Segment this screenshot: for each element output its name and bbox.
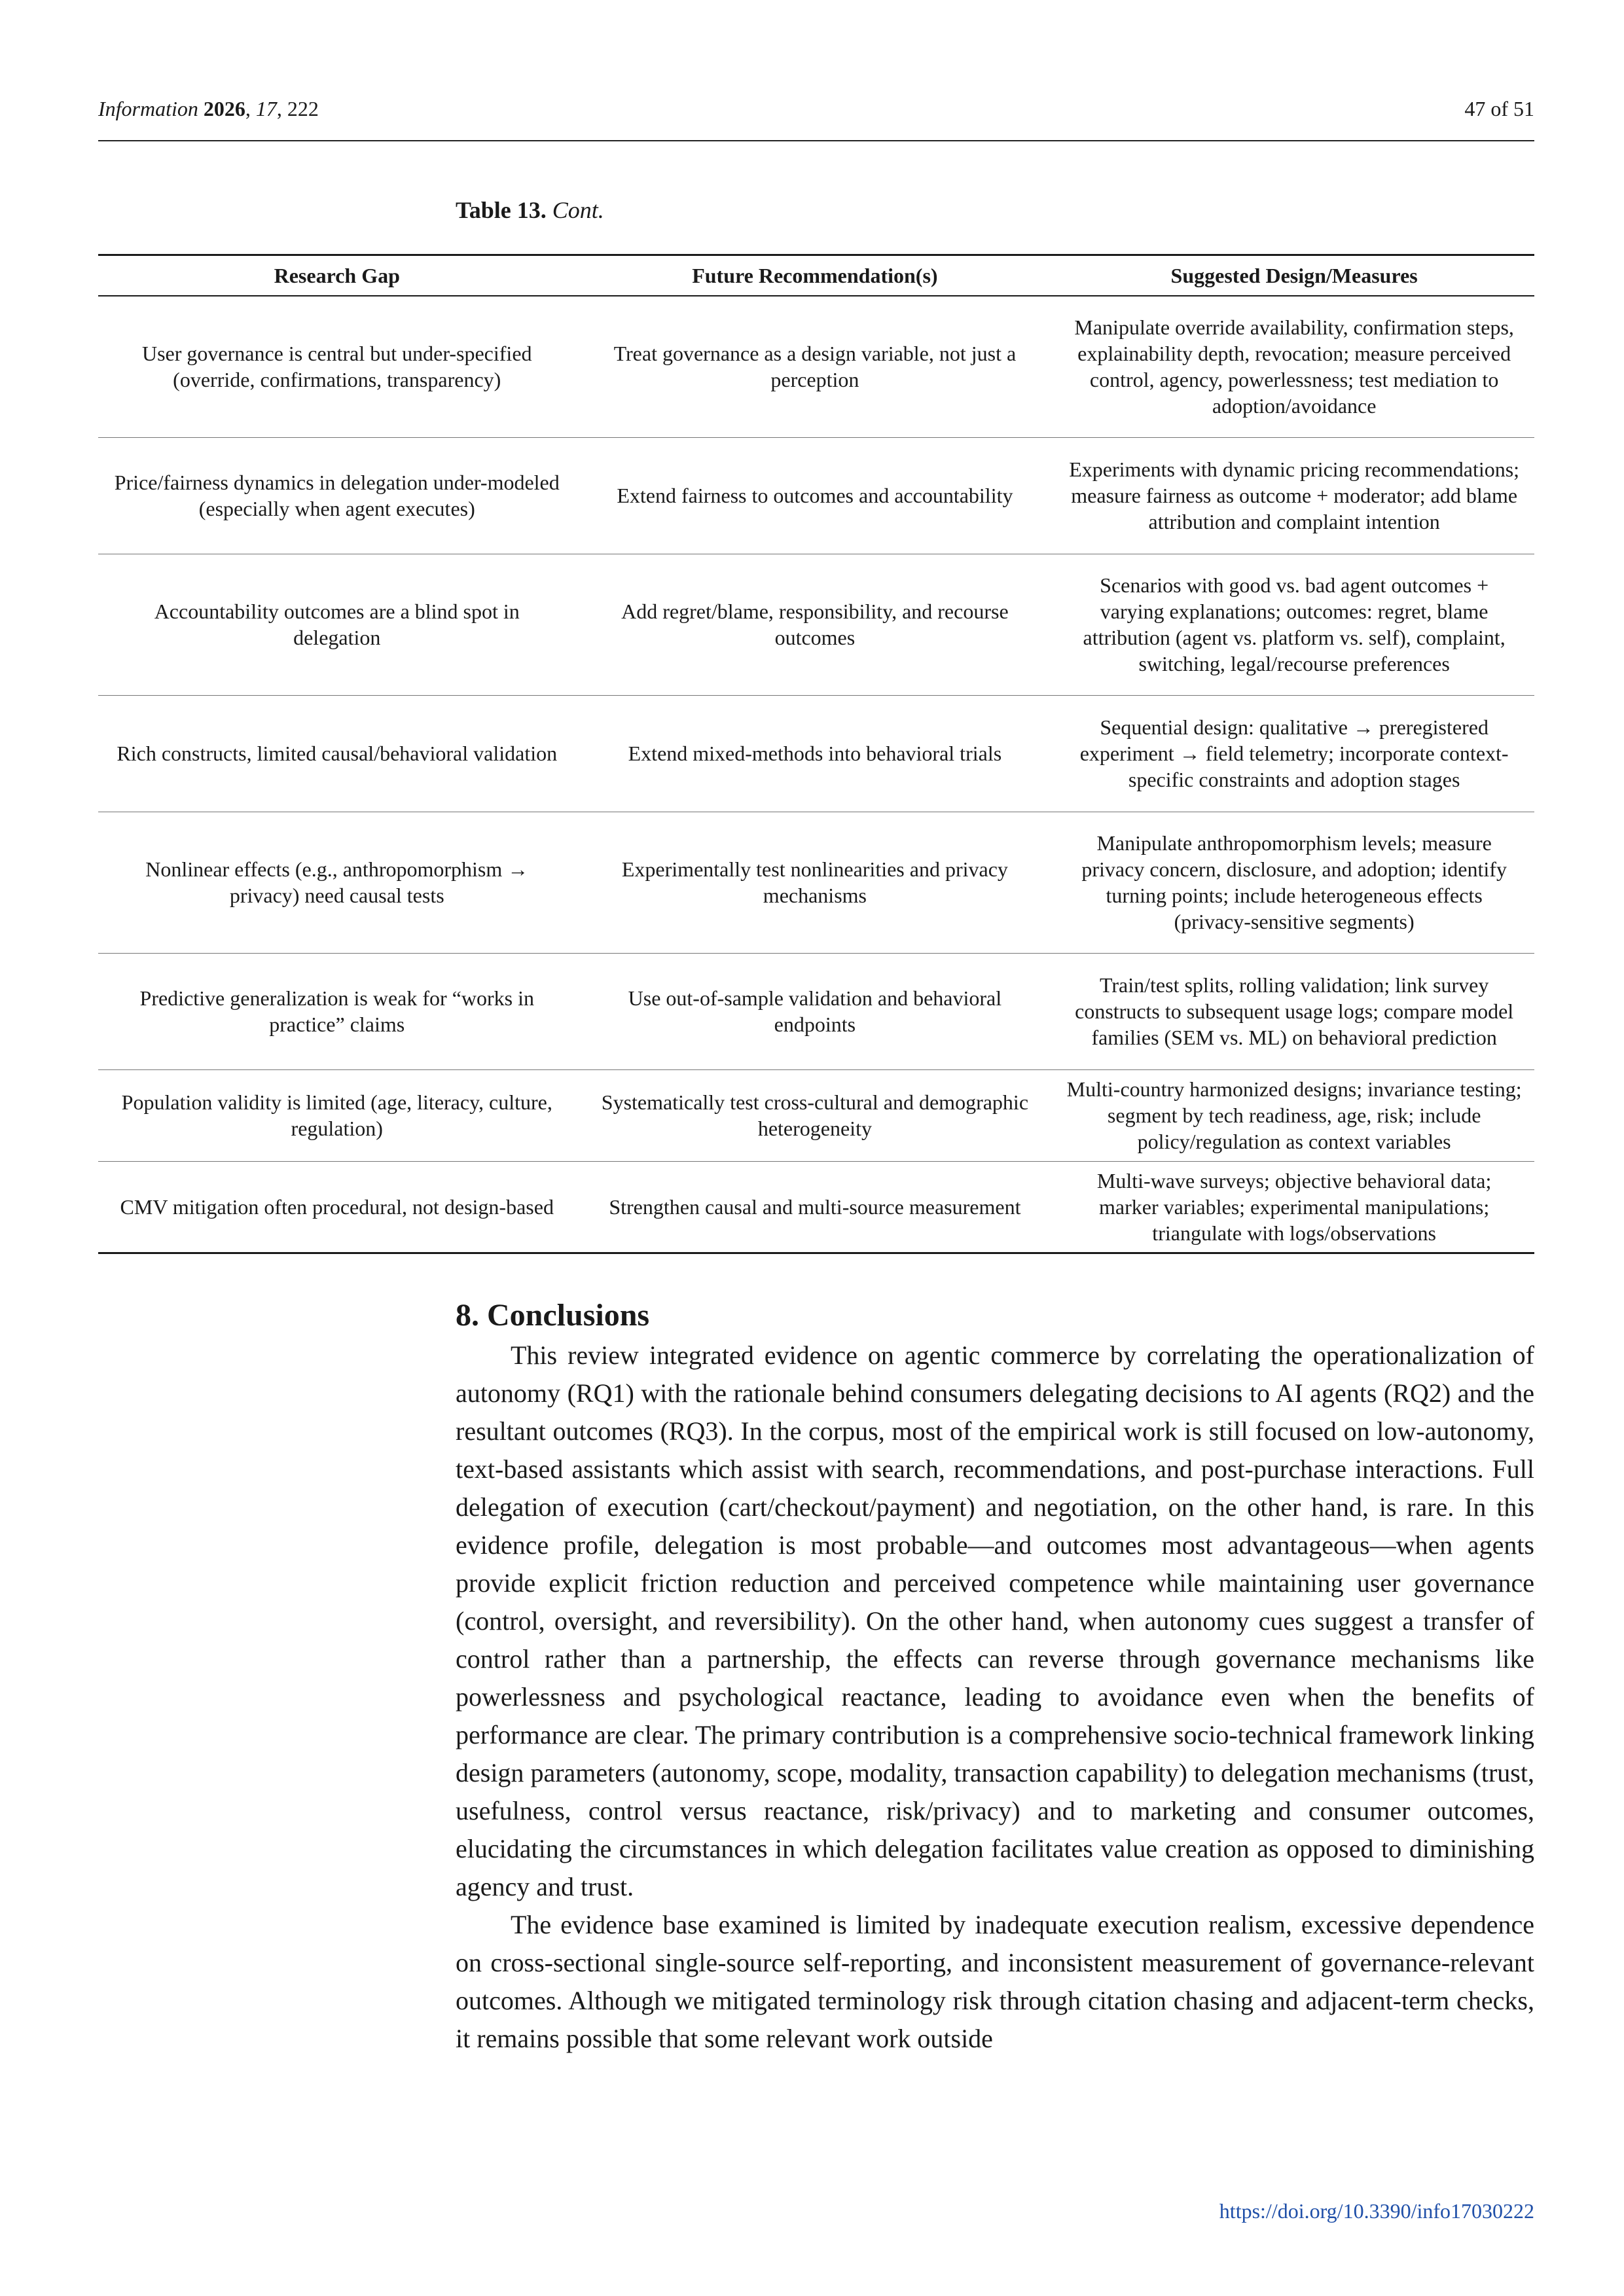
cell-research-gap: Rich constructs, limited causal/behavioral validation [98,695,575,812]
cell-research-gap: CMV mitigation often procedural, not design-based [120,1194,554,1219]
table-caption [456,196,604,224]
cell-design: Multi-wave surveys; objective behavioral data; marker variables; experimental manipulations; triangulate with logs/observations [1096,1168,1492,1245]
cell-design: Manipulate override availability, confirmation steps, explainability depth, revocation; measure perceived control, agency, powerlessness; test mediation to adoption/avoidance [1054,296,1534,437]
table-row [98,812,1534,953]
cell-design: Sequential design: qualitative → preregistered experiment → field telemetry; incorporate context-specific constraints and adoption stages [1054,695,1534,812]
journal-name: Information [98,97,198,120]
journal-volume: 17 [255,97,277,120]
table-row [98,1069,1534,1161]
research-gap-table [98,254,1534,1254]
cell-research-gap: Population validity is limited (age, literacy, culture, regulation) [98,1069,575,1161]
cell-design: Manipulate anthropomorphism levels; measure privacy concern, disclosure, and adoption; identify turning points; include heterogeneous effects (privacy-sensitive segments) [1054,812,1534,953]
page-number: 47 of 51 [1464,97,1534,120]
table-row [98,953,1534,1069]
cell-recommendation: Extend mixed-methods into behavioral trials [575,695,1054,812]
doi-link[interactable]: https://doi.org/10.3390/info17030222 [1219,2199,1534,2223]
cell-research-gap: Price/fairness dynamics in delegation under-modeled (especially when agent executes) [98,437,575,554]
page-header [98,97,1534,141]
cell-research-gap: Accountability outcomes are a blind spot in delegation [98,554,575,695]
cell-recommendation: Add regret/blame, responsibility, and recourse outcomes [575,554,1054,695]
conclusions-section [456,1296,1534,2058]
table-row [98,695,1534,812]
cell-design: Multi-country harmonized designs; invariance testing; segment by tech readiness, age, risk; include policy/regulation as context variables [1054,1069,1534,1161]
article-number: 222 [287,97,319,120]
body-paragraph: This review integrated evidence on agentic commerce by correlating the operationalization of autonomy (RQ1) with the rationale behind consumers delegating decisions to AI agents (RQ2) and the resultant outcomes (RQ3). In the corpus, most of the empirical work is still focused on low-autonomy, text-based assistants which assist with search, recommendations, and post-purchase interactions. Full delegation of execution (cart/checkout/payment) and negotiation, on the other hand, is rare. In this evidence profile, delegation is most probable—and outcomes most advantageous—when agents provide explicit friction reduction and perceived competence while maintaining user governance (control, oversight, and reversibility). On the other hand, when autonomy cues suggest a transfer of control rather than a partnership, the effects can reverse through governance mechanisms like powerlessness and psychological reactance, leading to avoidance even when the benefits of performance are clear. The primary contribution is a comprehensive socio-technical framework linking design parameters (autonomy, scope, modality, transaction capability) to delegation mechanisms (trust, usefulness, control versus reactance, risk/privacy) and to marketing and consumer outcomes, elucidating the circumstances in which delegation facilitates value creation as opposed to diminishing agency and trust. [456,1340,1534,1901]
column-header-research-gap: Research Gap [98,255,575,296]
table-row [98,1161,1534,1253]
table-row [98,296,1534,437]
cell-design: Train/test splits, rolling validation; link survey constructs to subsequent usage logs; compare model families (SEM vs. ML) on behavioral prediction [1054,953,1534,1069]
column-header-suggested-design: Suggested Design/Measures [1054,255,1534,296]
cell-research-gap: Nonlinear effects (e.g., anthropomorphism → privacy) need causal tests [98,812,575,953]
table-row [98,437,1534,554]
cell-design: Experiments with dynamic pricing recommendations; measure fairness as outcome + moderator; add blame attribution and complaint intention [1054,437,1534,554]
cell-research-gap: Predictive generalization is weak for “works in practice” claims [98,953,575,1069]
cell-design: Scenarios with good vs. bad agent outcomes + varying explanations; outcomes: regret, blame attribution (agent vs. platform vs. self), complaint, switching, legal/recourse preferences [1054,554,1534,695]
cell-recommendation: Systematically test cross-cultural and demographic heterogeneity [575,1069,1054,1161]
cell-recommendation: Extend fairness to outcomes and accountability [575,437,1054,554]
cell-recommendation: Use out-of-sample validation and behavioral endpoints [575,953,1054,1069]
cell-research-gap: User governance is central but under-specified (override, confirmations, transparency) [98,296,575,437]
journal-year: 2026 [203,97,245,120]
cell-recommendation: Strengthen causal and multi-source measurement [609,1194,1021,1219]
section-title: 8. Conclusions [456,1298,650,1333]
table-row [98,554,1534,695]
table-cont: Cont. [552,197,604,223]
table-label: Table 13. [456,197,547,223]
journal-citation: Information 2026, 17, 222 [98,97,319,120]
body-paragraph: The evidence base examined is limited by inadequate execution realism, excessive dependence on cross-sectional single-source self-reporting, and inconsistent measurement of governance-relevant outcomes. Although we mitigated terminology risk through citation chasing and adjacent-term checks, it remains possible that some relevant work outside [456,1910,1534,2053]
column-header-future-recommendations: Future Recommendation(s) [575,255,1054,296]
cell-recommendation: Treat governance as a design variable, not just a perception [575,296,1054,437]
table-header-row [98,255,1534,296]
cell-recommendation: Experimentally test nonlinearities and privacy mechanisms [575,812,1054,953]
